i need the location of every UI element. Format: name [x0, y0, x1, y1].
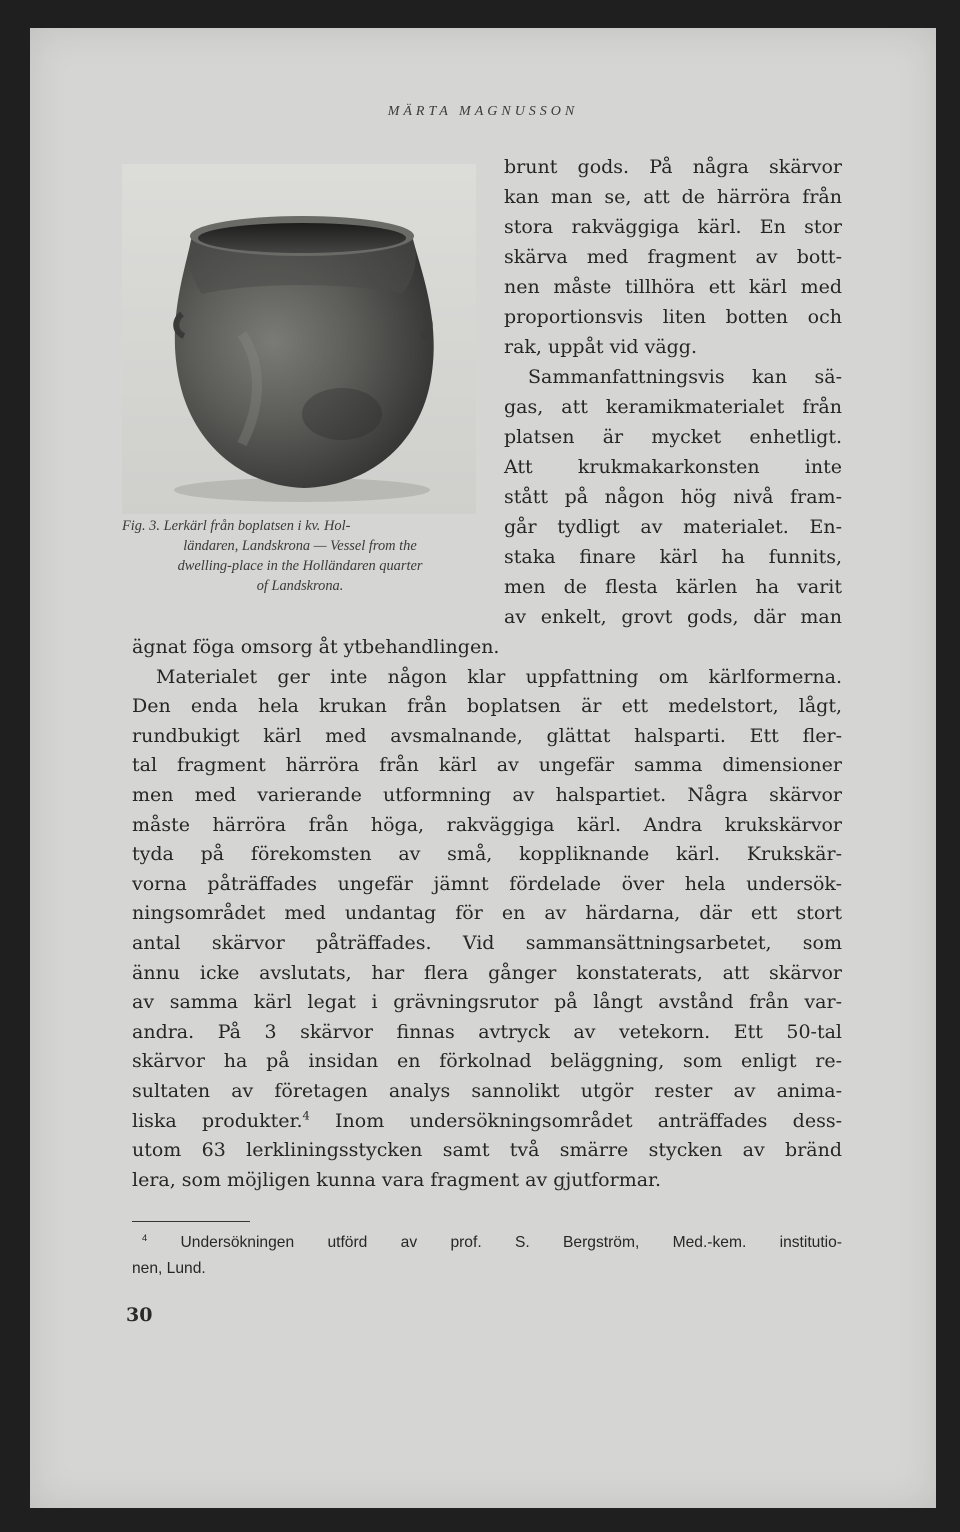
text-line: men de flesta kärlen ha varit: [504, 576, 842, 598]
text-line: av samma kärl legat i grävningsrutor på långt avstånd från var-: [132, 991, 842, 1014]
text-line: rak, uppåt vid vägg.: [504, 336, 698, 358]
text-line: brunt gods. På några skärvor: [504, 156, 842, 178]
text-line: stora rakväggiga kärl. En stor: [504, 216, 842, 238]
running-head: MÄRTA MAGNUSSON: [387, 104, 579, 119]
text-line: Sammanfattningsvis kan sä-: [528, 366, 842, 388]
text-line: ningsområdet med undantag för en av härdarna, där ett stort: [132, 902, 842, 925]
text-line: skärva med fragment av bott-: [504, 246, 842, 268]
footnote-text: Undersökningen utförd av prof. S. Bergström, Med.-kem. institutio-: [147, 1234, 842, 1251]
figure-caption: [122, 516, 478, 596]
caption-line-4: of Landskrona.: [256, 578, 344, 594]
text-line: tal fragment härröra från kärl av ungefär samma dimensioner: [132, 754, 842, 777]
figure-photo: [122, 164, 476, 514]
text-line: men med varierande utformning av halspartiet. Några skärvor: [132, 783, 842, 806]
clay-vessel-illustration: [122, 164, 476, 514]
caption-line-1: Fig. 3. Lerkärl från boplatsen i kv. Hol-: [122, 518, 351, 534]
footnote-divider: [132, 1221, 250, 1222]
text-line: skärvor ha på insidan en förkolnad beläggning, som enligt re-: [132, 1050, 842, 1073]
text-line: tyda på förekomsten av små, koppliknande kärl. Krukskär-: [132, 843, 842, 866]
footnote: [132, 1230, 842, 1282]
footnote-reference[interactable]: 4: [302, 1108, 310, 1123]
text-segment: Inom undersökningsområdet anträffades dess-: [309, 1109, 842, 1132]
text-line: vorna påträffades ungefär jämnt fördelade över hela undersök-: [132, 872, 842, 895]
text-line: Materialet ger inte någon klar uppfattning om kärlformerna.: [156, 665, 842, 688]
text-line: måste härröra från höga, rakväggiga kärl. Andra krukskärvor: [132, 813, 842, 836]
text-line: nen måste tillhöra ett kärl med: [504, 276, 842, 298]
text-line: Att krukmakarkonsten inte: [504, 456, 842, 478]
text-line: andra. På 3 skärvor finnas avtryck av vetekorn. Ett 50-tal: [132, 1020, 842, 1043]
full-width-text: [132, 632, 842, 1194]
text-line: ännu icke avslutats, har flera gånger konstaterats, att skärvor: [132, 961, 842, 984]
text-line: går tydligt av materialet. En-: [504, 516, 842, 538]
document-page: [30, 28, 936, 1508]
text-line: stått på någon hög nivå fram-: [504, 486, 842, 508]
text-line: gas, att keramikmaterialet från: [504, 396, 842, 418]
footnote-line-2: nen, Lund.: [132, 1260, 206, 1277]
text-line: proportionsvis liten botten och: [504, 306, 842, 328]
text-line: rundbukigt kärl med avsmalnande, glättat halsparti. Ett fler-: [132, 724, 842, 747]
text-line: lera, som möjligen kunna vara fragment av gjutformar.: [132, 1168, 662, 1191]
text-line: utom 63 lerkliningsstycken samt två smärre stycken av bränd: [132, 1139, 842, 1162]
text-line: sultaten av företagen analys sannolikt utgör rester av anima-: [132, 1079, 842, 1102]
footnote-marker: 4: [142, 1232, 148, 1243]
text-line: Den enda hela krukan från boplatsen är ett medelstort, lågt,: [132, 695, 842, 718]
text-line: staka finare kärl ha funnits,: [504, 546, 842, 568]
text-line: ägnat föga omsorg åt ytbehandlingen.: [132, 636, 500, 658]
text-line: av enkelt, grovt gods, där man: [504, 606, 842, 628]
right-column-text: [504, 152, 842, 632]
caption-line-3: dwelling-place in the Holländaren quarter: [177, 558, 423, 574]
text-line: kan man se, att de härröra från: [504, 186, 842, 208]
page-number: 30: [126, 1304, 153, 1326]
footnote-line-1: [132, 1230, 842, 1256]
text-line-with-footnote-ref: [132, 1106, 842, 1136]
caption-line-2: ländaren, Landskrona — Vessel from the: [183, 538, 417, 554]
text-line: platsen är mycket enhetligt.: [504, 426, 842, 448]
text-segment: liska produkter.: [132, 1109, 303, 1132]
text-line: antal skärvor påträffades. Vid sammansättningsarbetet, som: [132, 931, 842, 954]
